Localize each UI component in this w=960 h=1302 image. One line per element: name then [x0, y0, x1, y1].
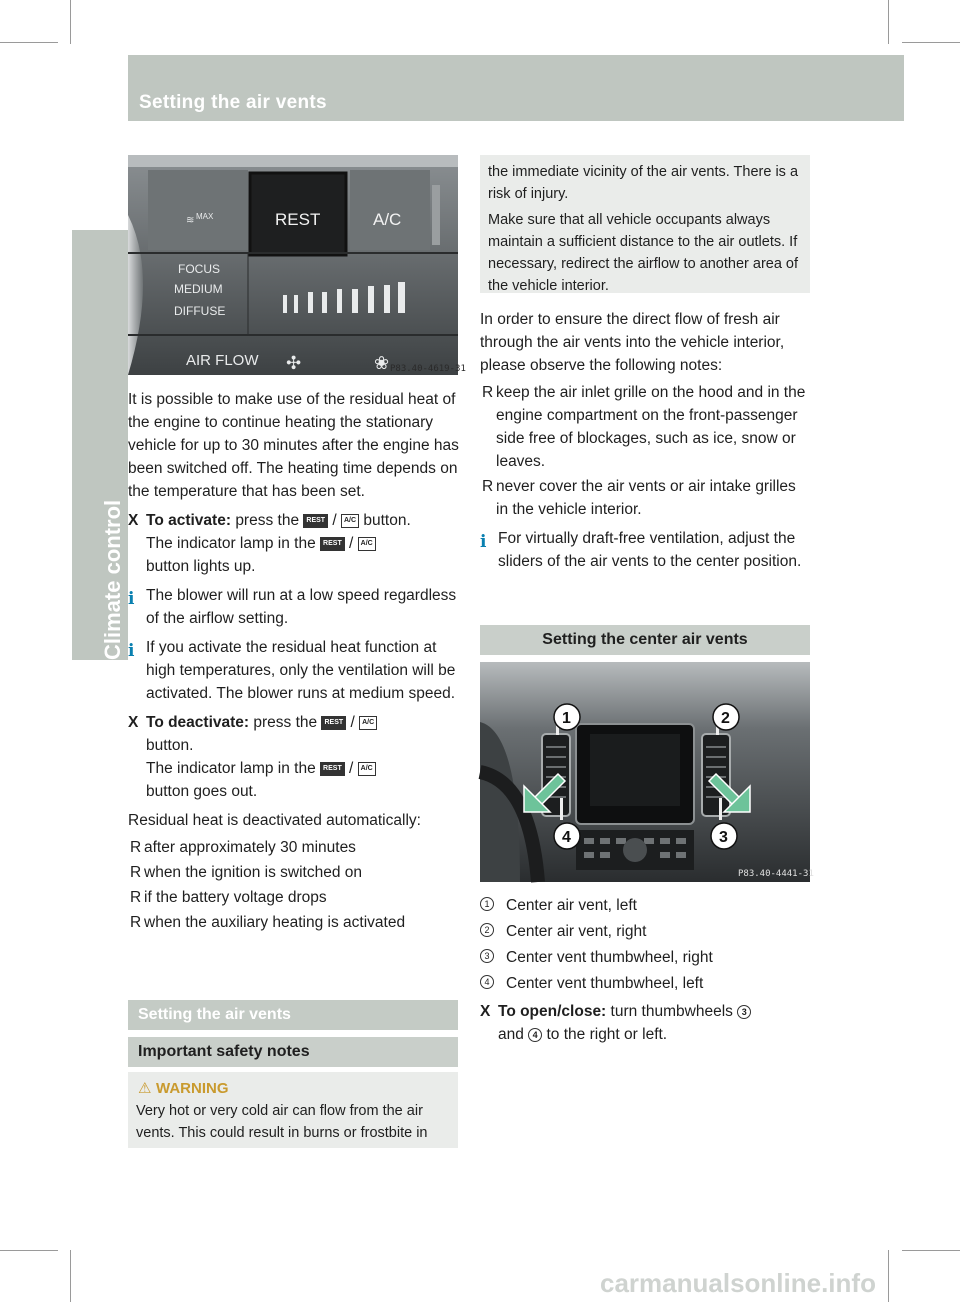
open-close-step: X To open/close: turn thumbwheels 3 and 4 to the right or left.	[480, 1000, 812, 1046]
crop-mark	[70, 0, 71, 44]
left-column	[128, 388, 460, 934]
activate-text: button.	[363, 512, 411, 529]
ac-rest-key-icon: A/C	[359, 716, 377, 730]
rest-button-label: REST	[275, 210, 321, 229]
svg-text:3: 3	[719, 829, 728, 846]
ac-rest-key-icon: A/C	[358, 762, 376, 776]
info-note	[128, 584, 460, 630]
figure-code: P83.40-4441-31	[738, 869, 814, 879]
warning-box	[128, 1072, 458, 1148]
info-note	[128, 636, 460, 705]
callout-ref: 4	[528, 1028, 542, 1042]
list-item: R if the battery voltage drops	[130, 889, 327, 906]
crop-mark	[70, 1250, 71, 1302]
warning-text: Very hot or very cold air can flow from the air vents. This could result in burns or frostbite in	[136, 1103, 428, 1141]
chapter-label: Climate control	[100, 499, 125, 660]
crop-mark	[0, 42, 58, 43]
deactivate-text: button.	[146, 737, 194, 754]
list-item: R when the auxiliary heating is activated	[130, 914, 406, 931]
crop-mark	[888, 0, 889, 44]
svg-text:2: 2	[721, 710, 730, 727]
activate-text: press the	[235, 512, 300, 529]
step-arrow-icon: X	[480, 1003, 491, 1020]
mode-medium: MEDIUM	[174, 282, 223, 296]
legend-item: 4 Center vent thumbwheel, left	[480, 972, 812, 995]
warning-title: WARNING	[156, 1080, 229, 1097]
legend-block	[480, 894, 812, 1046]
rest-key-icon: REST	[321, 716, 346, 730]
info-text: If you activate the residual heat function at high temperatures, only the ventilation will be activated. The blower runs at medium speed.	[146, 639, 456, 702]
auto-intro: Residual heat is deactivated automatically:	[128, 812, 421, 829]
info-icon: i	[128, 641, 135, 661]
deactivate-text: press the	[253, 714, 318, 731]
callout-1	[554, 704, 580, 730]
figure-code: P83.40-4619-31	[390, 364, 466, 374]
info-icon: i	[480, 532, 487, 552]
callout-3	[711, 823, 737, 849]
activate-label: To activate:	[146, 512, 231, 529]
legend-item: 3 Center vent thumbwheel, right	[480, 946, 812, 969]
list-item: R never cover the air vents or air intake grilles in the vehicle interior.	[482, 478, 796, 518]
warning-continued: Make sure that all vehicle occupants always maintain a sufficient distance to the air outlets. If necessary, redirect the airflow to another area of the vehicle interior.	[488, 212, 799, 294]
deactivate-text: The indicator lamp in the	[146, 760, 316, 777]
crop-mark	[888, 1250, 889, 1302]
center-vents-photo	[480, 662, 814, 882]
deactivate-step: X To deactivate: press the REST / A/C button. The indicator lamp in the REST / A/C button goes out.	[128, 711, 460, 803]
callout-4	[554, 823, 580, 849]
mode-focus: FOCUS	[178, 262, 220, 276]
section-heading: Setting the air vents	[128, 1000, 458, 1030]
subsection-heading: Important safety notes	[128, 1037, 458, 1067]
activate-text: The indicator lamp in the	[146, 535, 316, 552]
info-note	[480, 527, 812, 573]
mode-diffuse: DIFFUSE	[174, 304, 226, 318]
ac-rest-key-icon: A/C	[358, 537, 376, 551]
defrost-max-label: ≋	[186, 215, 195, 226]
right-column	[480, 308, 812, 573]
watermark: carmanualsonline.info	[600, 1268, 876, 1298]
ac-rest-key-icon: A/C	[341, 514, 359, 528]
max-label: MAX	[196, 212, 214, 221]
step-arrow-icon: X	[128, 714, 139, 731]
rest-key-icon: REST	[303, 514, 328, 528]
direct-flow-paragraph: In order to ensure the direct flow of fresh air through the air vents into the vehicle interior, please observe the following notes:	[480, 311, 785, 374]
warning-continued: the immediate vicinity of the air vents. There is a risk of injury.	[488, 164, 799, 202]
ac-button-label: A/C	[373, 210, 402, 229]
crop-mark	[902, 42, 960, 43]
crop-mark	[0, 1250, 58, 1251]
legend-item: 2 Center air vent, right	[480, 920, 812, 943]
callout-2	[713, 704, 739, 730]
rest-key-icon: REST	[320, 762, 345, 776]
crop-mark	[902, 1250, 960, 1251]
info-text: The blower will run at a low speed regardless of the airflow setting.	[146, 587, 457, 627]
recirculation-icon: ❀	[374, 353, 390, 374]
info-icon: i	[128, 589, 135, 609]
callout-ref: 3	[737, 1005, 751, 1019]
center-vents-heading: Setting the center air vents	[480, 625, 810, 655]
list-item: R when the ignition is switched on	[130, 864, 362, 881]
airflow-label: AIR FLOW	[186, 352, 259, 369]
info-text: For virtually draft-free ventilation, adjust the sliders of the air vents to the center position.	[498, 530, 802, 570]
intro-paragraph: It is possible to make use of the residual heat of the engine to continue heating the stationary vehicle for up to 30 minutes after the engine has been switched off. The heating time depends on the temperature that has been set.	[128, 391, 459, 500]
deactivate-label: To deactivate:	[146, 714, 250, 731]
control-panel-photo	[128, 155, 466, 375]
rest-key-icon: REST	[320, 537, 345, 551]
step-arrow-icon: X	[128, 512, 139, 529]
activate-text: button lights up.	[146, 558, 256, 575]
svg-text:4: 4	[562, 829, 571, 846]
page-title: Setting the air vents	[139, 92, 327, 113]
control-panel-illustration	[128, 155, 466, 375]
center-vents-illustration	[480, 662, 814, 882]
legend-item: 1 Center air vent, left	[480, 894, 812, 917]
page-number: 158	[90, 92, 122, 113]
fan-icon: ✣	[286, 353, 302, 374]
warning-triangle-icon: ⚠	[138, 1080, 152, 1097]
deactivate-text: button goes out.	[146, 783, 258, 800]
list-item: R keep the air inlet grille on the hood and in the engine compartment on the front-passenger side free of blockages, such as ice, snow or leaves.	[482, 384, 806, 470]
open-label: To open/close:	[498, 1003, 607, 1020]
activate-step: X To activate: press the REST / A/C button. The indicator lamp in the REST / A/C button lights up.	[128, 509, 460, 578]
warning-box-continued	[480, 155, 810, 293]
svg-text:1: 1	[562, 710, 571, 727]
list-item: R after approximately 30 minutes	[130, 839, 356, 856]
